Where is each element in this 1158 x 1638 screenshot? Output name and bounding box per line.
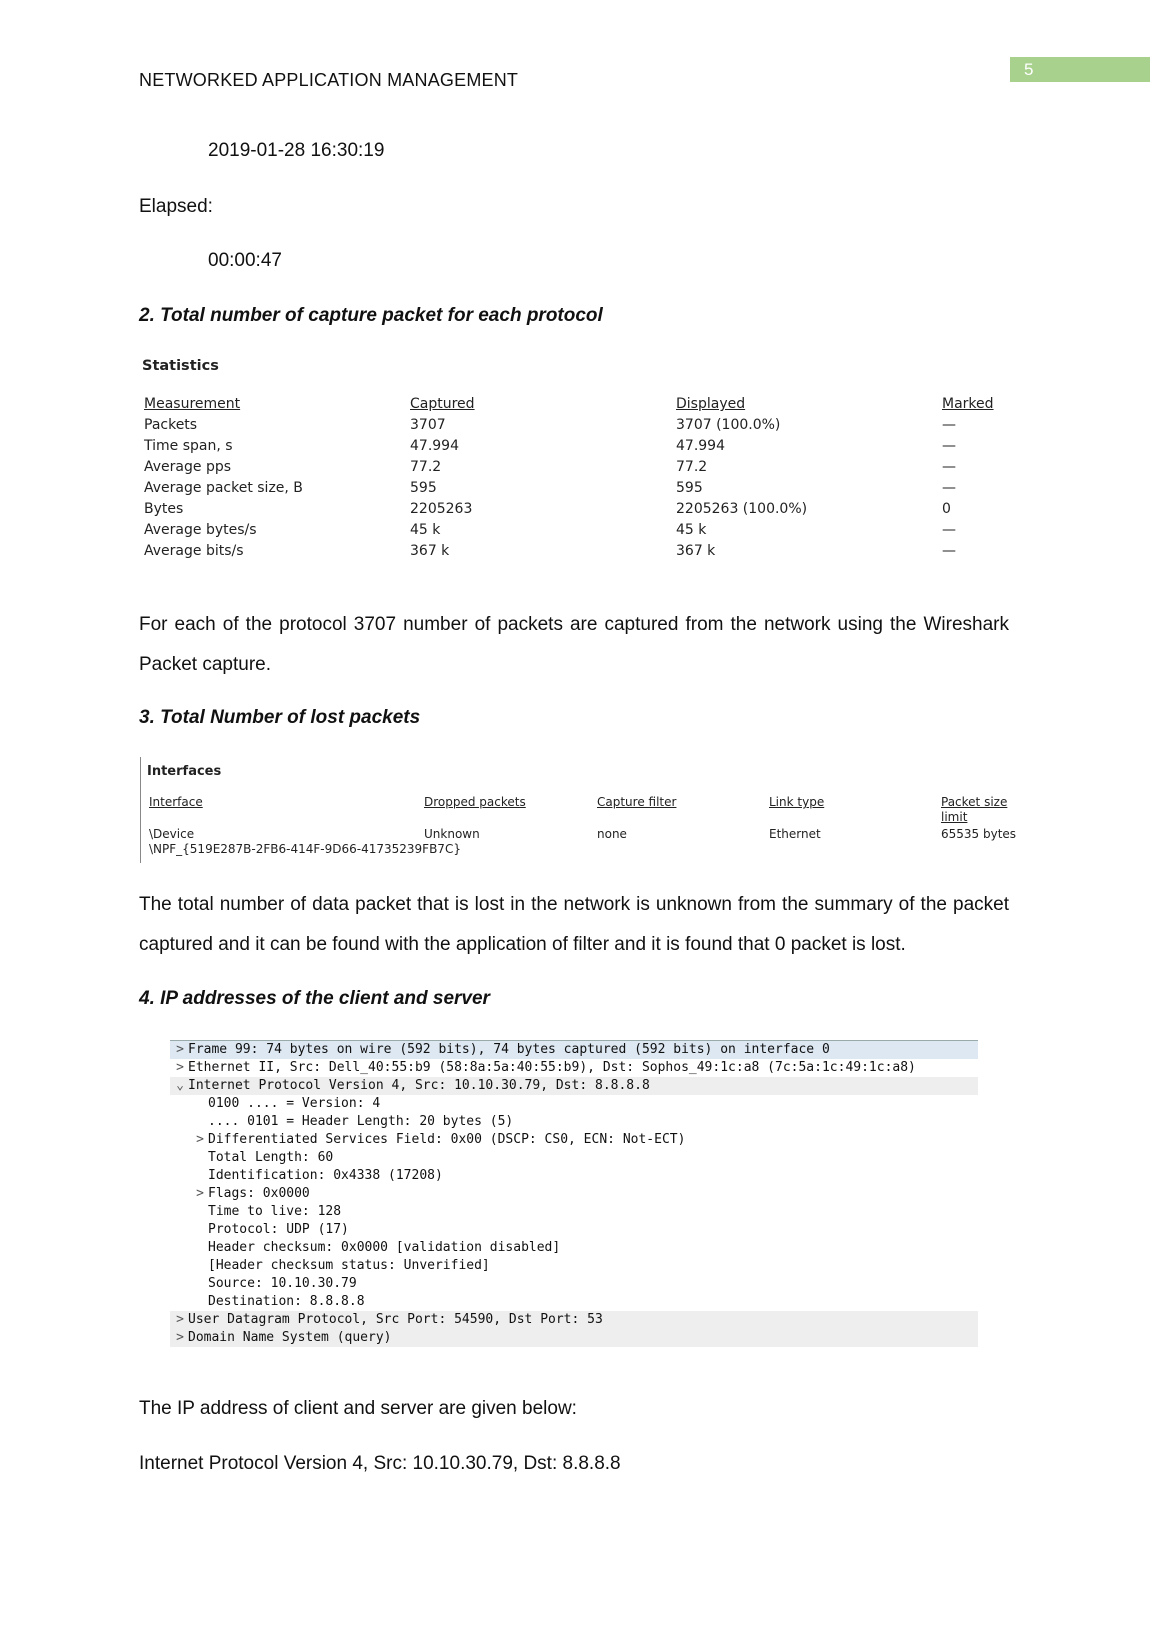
packet-tree-row: [170, 1311, 978, 1329]
packet-tree-row: [170, 1203, 978, 1221]
packet-tree-row: [170, 1077, 978, 1095]
cell: 595: [676, 480, 703, 496]
table-row: [144, 417, 1014, 438]
cell: —: [942, 417, 956, 433]
col-dropped-packets: Dropped packets: [424, 795, 526, 809]
interfaces-title: Interfaces: [147, 764, 222, 779]
cell: Average bits/s: [144, 543, 244, 559]
table-row: [144, 522, 1014, 543]
packet-row-text: Total Length: 60: [208, 1150, 334, 1165]
packet-tree-row: [170, 1275, 978, 1293]
packet-row-text: Flags: 0x0000: [208, 1186, 310, 1201]
cell: Time span, s: [144, 438, 233, 454]
packet-tree-row: [170, 1257, 978, 1275]
elapsed-value: 00:00:47: [208, 250, 282, 271]
cell: 47.994: [410, 438, 459, 454]
elapsed-label: Elapsed:: [139, 196, 213, 217]
col-capture-filter: Capture filter: [597, 795, 677, 809]
cell: 3707: [410, 417, 446, 433]
expand-arrow-icon: >: [176, 1060, 184, 1075]
cell: 595: [410, 480, 437, 496]
packet-details-screenshot: [170, 1040, 978, 1353]
packet-row-text: Source: 10.10.30.79: [208, 1276, 357, 1291]
col-packet-size-limit: limit: [941, 810, 968, 824]
col-displayed: Displayed: [676, 396, 746, 412]
expand-arrow-icon: >: [176, 1312, 184, 1327]
cell: 47.994: [676, 438, 725, 454]
expand-arrow-icon: >: [196, 1132, 204, 1147]
col-link-type: Link type: [769, 795, 825, 809]
cell: 77.2: [410, 459, 442, 475]
collapse-arrow-icon: ⌄: [176, 1078, 184, 1093]
section4-paragraph-2: Internet Protocol Version 4, Src: 10.10.30.79, Dst: 8.8.8.8: [139, 1453, 621, 1474]
packet-row-text: Header checksum: 0x0000 [validation disabled]: [208, 1240, 561, 1255]
col-interface: Interface: [149, 795, 203, 809]
section3-heading: 3. Total Number of lost packets: [139, 707, 421, 728]
packet-row-text: Identification: 0x4338 (17208): [208, 1168, 443, 1183]
packet-row-text: Protocol: UDP (17): [208, 1222, 349, 1237]
packet-row-text: [Header checksum status: Unverified]: [208, 1258, 490, 1273]
cell: 45 k: [410, 522, 441, 538]
table-row: [144, 459, 1014, 480]
dropped-value: Unknown: [424, 827, 480, 841]
link-value: Ethernet: [769, 827, 821, 841]
size-value: 65535 bytes: [941, 827, 1017, 841]
cell: Average packet size, B: [144, 480, 303, 496]
interface-npf: \NPF_{519E287B-2FB6-414F-9D66-41735239FB7C}: [149, 842, 461, 856]
interface-device: \Device: [149, 827, 195, 841]
cell: —: [942, 522, 956, 538]
packet-tree-row: [170, 1293, 978, 1311]
interfaces-screenshot: [140, 757, 1021, 863]
cell: —: [942, 480, 956, 496]
packet-tree-row: [170, 1149, 978, 1167]
cell: 367 k: [676, 543, 716, 559]
statistics-screenshot: [140, 354, 1020, 564]
packet-tree-row: [170, 1239, 978, 1257]
packet-tree-row: [170, 1167, 978, 1185]
expand-arrow-icon: >: [176, 1042, 184, 1057]
packet-row-text: Domain Name System (query): [188, 1330, 392, 1345]
statistics-title: Statistics: [142, 358, 219, 374]
table-row: [144, 438, 1014, 459]
filter-value: none: [597, 827, 627, 841]
col-marked: Marked: [942, 396, 994, 412]
expand-arrow-icon: >: [196, 1186, 204, 1201]
section4-paragraph-1: The IP address of client and server are given below:: [139, 1398, 577, 1419]
statistics-header-row: [144, 396, 1014, 417]
section3-paragraph: The total number of data packet that is lost in the network is unknown from the summary of the packet captured and it can be found with the application of filter and it is found that 0 packet is lost.: [139, 894, 1009, 955]
packet-tree-row: [170, 1095, 978, 1113]
cell: 0: [942, 501, 951, 517]
cell: 77.2: [676, 459, 708, 475]
packet-row-text: Differentiated Services Field: 0x00 (DSCP: CS0, ECN: Not-ECT): [208, 1132, 686, 1147]
packet-tree-row: [170, 1329, 978, 1347]
table-row: [144, 480, 1014, 501]
packet-tree-row: [170, 1059, 978, 1077]
cell: 2205263 (100.0%): [676, 501, 808, 517]
cell: —: [942, 438, 956, 454]
packet-row-text: Frame 99: 74 bytes on wire (592 bits), 74 bytes captured (592 bits) on interface 0: [188, 1042, 830, 1057]
page-number: 5: [1024, 60, 1034, 79]
packet-tree-row: [170, 1041, 978, 1059]
cell: Average bytes/s: [144, 522, 257, 538]
cell: Bytes: [144, 501, 184, 517]
packet-tree-row: [170, 1221, 978, 1239]
packet-row-text: Ethernet II, Src: Dell_40:55:b9 (58:8a:5a:40:55:b9), Dst: Sophos_49:1c:a8 (7c:5a:1c:49:1c:a8): [188, 1060, 916, 1075]
cell: —: [942, 459, 956, 475]
packet-row-text: .... 0101 = Header Length: 20 bytes (5): [208, 1114, 514, 1129]
cell: Packets: [144, 417, 198, 433]
expand-arrow-icon: >: [176, 1330, 184, 1345]
table-row: [144, 543, 1014, 564]
cell: 45 k: [676, 522, 707, 538]
packet-tree-row: [170, 1131, 978, 1149]
section4-heading: 4. IP addresses of the client and server: [139, 988, 490, 1009]
packet-row-text: Destination: 8.8.8.8: [208, 1294, 365, 1309]
col-measurement: Measurement: [144, 396, 241, 412]
running-header: NETWORKED APPLICATION MANAGEMENT: [139, 70, 519, 90]
packet-row-text: Time to live: 128: [208, 1204, 342, 1219]
packet-row-text: 0100 .... = Version: 4: [208, 1096, 381, 1111]
col-captured: Captured: [410, 396, 475, 412]
page-number-badge: [1010, 57, 1150, 82]
table-row: [144, 501, 1014, 522]
section2-heading: 2. Total number of capture packet for each protocol: [139, 305, 603, 326]
packet-tree-row: [170, 1113, 978, 1131]
cell: 3707 (100.0%): [676, 417, 781, 433]
cell: —: [942, 543, 956, 559]
section2-paragraph: For each of the protocol 3707 number of packets are captured from the network using the Wireshark Packet capture.: [139, 614, 1009, 675]
capture-datetime: 2019-01-28 16:30:19: [208, 140, 385, 161]
col-packet-size: Packet size: [941, 795, 1008, 809]
packet-tree-row: [170, 1185, 978, 1203]
packet-row-text: User Datagram Protocol, Src Port: 54590, Dst Port: 53: [188, 1312, 603, 1327]
cell: Average pps: [144, 459, 232, 475]
packet-row-text: Internet Protocol Version 4, Src: 10.10.30.79, Dst: 8.8.8.8: [188, 1078, 650, 1093]
cell: 2205263: [410, 501, 473, 517]
cell: 367 k: [410, 543, 450, 559]
